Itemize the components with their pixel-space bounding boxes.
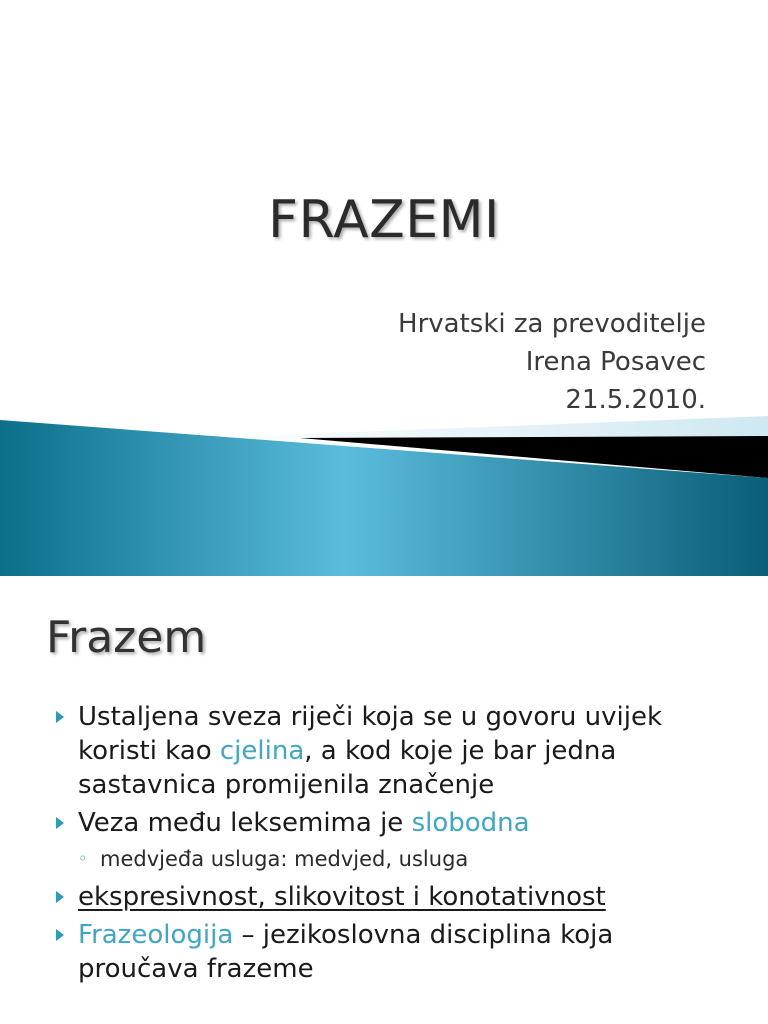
bullet-arrow-icon [56,929,64,941]
bullet-arrow-icon [56,711,64,723]
subtitle-course: Hrvatski za prevoditelje [398,309,706,339]
bullet-item [54,880,734,914]
sub-bullet-text: medvjeđa usluga: medvjed, usluga [100,847,469,871]
sub-bullet-item [54,844,734,874]
bullet-arrow-icon [56,891,64,903]
bullet-text: – jezikoslovna disciplina koja proučava frazeme [78,920,614,984]
bullet-arrow-icon [56,817,64,829]
bullet-list [54,700,734,990]
bullet-text: , a kod koje je bar jedna sastavnica promijenila značenje [78,736,617,800]
bullet-item [54,918,734,986]
slide-title: Frazem [46,612,207,663]
bullet-text: ekspresivnost, slikovitost i konotativnost [78,882,606,912]
subtitle-date: 21.5.2010. [565,385,706,415]
highlighted-term: cjelina [219,736,305,766]
subtitle-block [398,305,706,419]
bullet-text: Veza među leksemima je [78,808,412,838]
bullet-item [54,700,734,802]
subtitle-author: Irena Posavec [525,347,706,377]
bullet-text: Ustaljena sveza riječi koja se u govoru uvijek koristi kao [78,702,663,766]
presentation-title: FRAZEMI [268,190,500,250]
bullet-item [54,806,734,840]
circle-bullet-icon: ◦ [78,849,88,868]
highlighted-term: slobodna [411,808,530,838]
highlighted-term: Frazeologija [78,920,234,950]
